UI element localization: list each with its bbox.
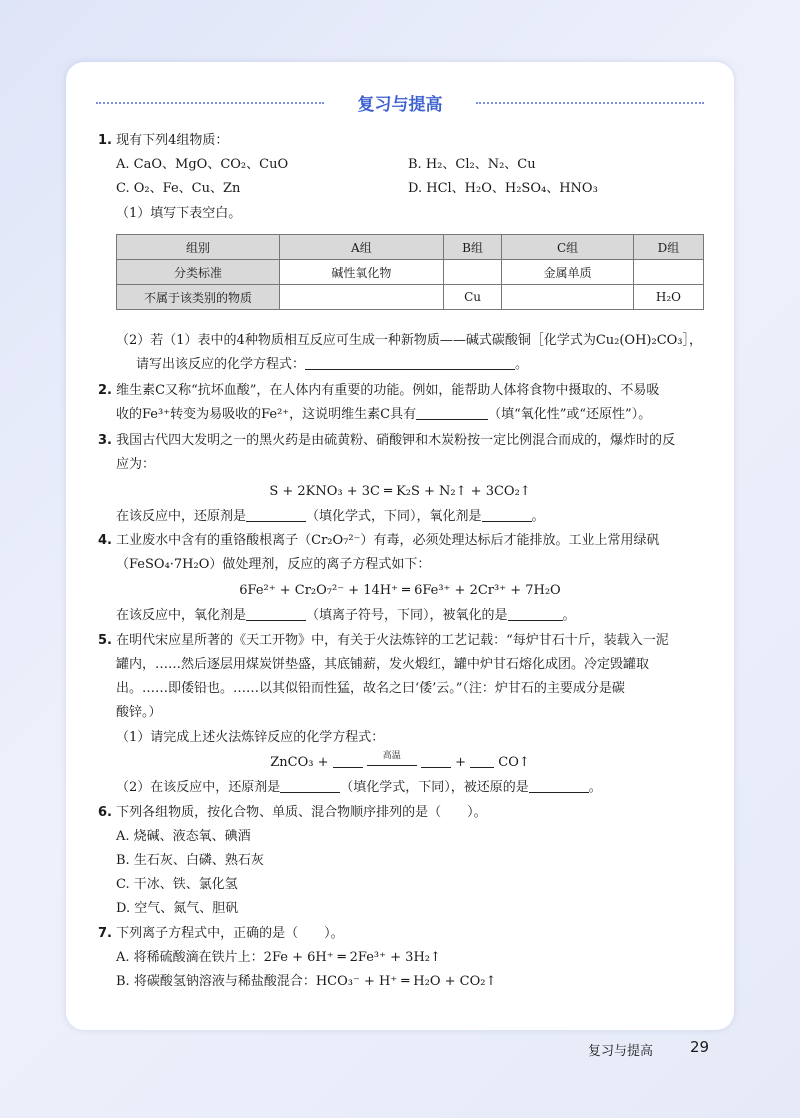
q1-sub2-line1: （2）若（1）表中的4种物质相互反应可生成一种新物质——碱式碳酸铜［化学式为Cu₂(OH)₂CO₃］， (116, 333, 703, 348)
question-text: 我国古代四大发明之一的黑火药是由硫黄粉、硝酸钾和木炭粉按一定比例混合而成的，爆炸时的反 (116, 433, 676, 448)
table-cell: 不属于该类别的物质 (117, 285, 280, 310)
question-5-line4: 酸锌。） (116, 705, 162, 720)
q7-option-a[interactable] (116, 949, 441, 967)
answer-blank[interactable] (529, 780, 589, 793)
table-header-cell: A组 (280, 235, 444, 260)
q1-option-c (116, 180, 240, 198)
answer-blank[interactable] (482, 509, 532, 522)
equation-left: ZnCO₃ + (270, 755, 329, 770)
answer-blank[interactable] (421, 755, 451, 768)
question-3-answer (116, 508, 545, 526)
table-cell-blank[interactable] (280, 285, 444, 310)
option-text: H₂、Cl₂、N₂、Cu (425, 157, 536, 172)
question-number: 2. (98, 383, 112, 398)
prompt-text: （填化学式，下同），被还原的是 (340, 780, 529, 795)
option-label: D. (116, 901, 131, 916)
option-label: B. (408, 157, 422, 172)
q6-option-d[interactable] (116, 900, 238, 918)
classification-table (116, 234, 704, 310)
option-label: B. (116, 974, 130, 989)
option-text: HCl、H₂O、H₂SO₄、HNO₃ (426, 181, 598, 196)
prompt-text: 在该反应中，氧化剂是 (116, 608, 247, 623)
q6-option-c[interactable] (116, 876, 238, 894)
option-text: 干冰、铁、氯化氢 (133, 877, 238, 892)
table-row (117, 260, 704, 285)
answer-blank[interactable] (416, 407, 488, 420)
question-7-stem (98, 925, 344, 943)
question-number: 6. (98, 805, 112, 820)
equation-dichromate: 6Fe²⁺ + Cr₂O₇²⁻ + 14H⁺ ═ 6Fe³⁺ + 2Cr³⁺ + 7H₂O (239, 583, 561, 598)
table-cell: 金属单质 (502, 260, 634, 285)
option-label: C. (116, 877, 130, 892)
table-cell-blank[interactable] (443, 260, 502, 285)
q1-option-d (408, 180, 598, 198)
section-header (96, 92, 704, 114)
answer-blank[interactable] (470, 755, 494, 768)
table-header-row (117, 235, 704, 260)
option-text: 空气、氮气、胆矾 (134, 901, 239, 916)
question-4-answer (116, 607, 576, 625)
punctuation: 。 (562, 608, 576, 623)
question-1-stem (98, 132, 228, 150)
table-cell: Cu (443, 285, 502, 310)
question-2-line1 (98, 382, 659, 400)
option-label: B. (116, 853, 130, 868)
option-text: O₂、Fe、Cu、Zn (133, 181, 241, 196)
question-text: 下列离子方程式中，正确的是（ ）。 (116, 926, 344, 941)
answer-blank[interactable] (333, 755, 363, 768)
punctuation: 。 (515, 357, 529, 372)
q1-sub1: （1）填写下表空白。 (116, 206, 242, 221)
option-label: D. (408, 181, 423, 196)
section-title: 复习与提高 (357, 95, 443, 115)
table-header-cell: B组 (443, 235, 502, 260)
table-header-cell: D组 (633, 235, 703, 260)
question-text: 收的Fe³⁺转变为易吸收的Fe²⁺，这说明维生素C具有 (116, 407, 417, 422)
q7-option-b[interactable] (116, 973, 496, 991)
question-text: 工业废水中含有的重铬酸根离子（Cr₂O₇²⁻）有毒，必须处理达标后才能排放。工业上常用绿矾 (116, 533, 660, 548)
prompt-text: 在该反应中，还原剂是 (116, 509, 247, 524)
table-row (117, 285, 704, 310)
q6-option-b[interactable] (116, 852, 264, 870)
option-text: 将碳酸氢钠溶液与稀盐酸混合：HCO₃⁻ + H⁺ ═ H₂O + CO₂↑ (133, 974, 497, 989)
question-text: 在明代宋应星所著的《天工开物》中，有关于火法炼锌的工艺记载：“每炉甘石十斤，装载入一泥 (116, 633, 669, 648)
table-cell: 碱性氧化物 (280, 260, 444, 285)
answer-blank[interactable] (246, 509, 306, 522)
reaction-arrow (367, 751, 417, 766)
question-number: 1. (98, 133, 112, 148)
prompt-text: 请写出该反应的化学方程式： (136, 357, 306, 372)
header-rule-right (476, 102, 704, 104)
question-5-line3: 出。……即倭铅也。……以其似铅而性猛，故名之曰‘倭’云。”（注：炉甘石的主要成分是碳 (116, 681, 625, 696)
table-cell-blank[interactable] (633, 260, 703, 285)
question-3-line1 (98, 432, 675, 450)
question-5-line1 (98, 632, 669, 650)
equation-zinc-smelting (66, 751, 734, 772)
punctuation: 。 (588, 780, 602, 795)
q6-option-a[interactable] (116, 828, 251, 846)
question-number: 5. (98, 633, 112, 648)
footer-section-label: 复习与提高 (588, 1044, 654, 1059)
question-text: 下列各组物质，按化合物、单质、混合物顺序排列的是（ ）。 (116, 805, 487, 820)
page-number: 29 (690, 1038, 710, 1056)
equation-right: CO↑ (498, 755, 530, 770)
option-label: C. (116, 181, 130, 196)
option-text: CaO、MgO、CO₂、CuO (133, 157, 289, 172)
prompt-text: （填化学式，下同），氧化剂是 (306, 509, 482, 524)
equation-gunpowder: S + 2KNO₃ + 3C ═ K₂S + N₂↑ + 3CO₂↑ (269, 484, 531, 499)
question-text: 现有下列4组物质： (116, 133, 229, 148)
option-text: 烧碱、液态氧、碘酒 (133, 829, 251, 844)
table-header-cell: 组别 (117, 235, 280, 260)
condition-label: 高温 (382, 751, 401, 761)
option-label: A. (116, 157, 130, 172)
question-3-line2: 应为： (116, 457, 156, 472)
option-text: 将稀硫酸滴在铁片上：2Fe + 6H⁺ ═ 2Fe³⁺ + 3H₂↑ (133, 950, 441, 965)
answer-blank[interactable] (280, 780, 340, 793)
question-number: 3. (98, 433, 112, 448)
question-text: 维生素C又称“抗坏血酸”，在人体内有重要的功能。例如，能帮助人体将食物中摄取的、不易吸 (116, 383, 660, 398)
question-6-stem (98, 804, 487, 822)
table-cell-blank[interactable] (502, 285, 634, 310)
q1-option-b (408, 156, 536, 174)
punctuation: 。 (531, 509, 545, 524)
question-5-line2: 罐内，……然后逐层用煤炭饼垫盛，其底铺薪，发火煅红，罐中炉甘石熔化成团。冷定毁罐取 (116, 657, 650, 672)
answer-blank[interactable] (508, 608, 563, 621)
question-4-line1 (98, 532, 659, 550)
question-number: 4. (98, 533, 112, 548)
prompt-text: （2）在该反应中，还原剂是 (116, 780, 281, 795)
option-label: A. (116, 829, 130, 844)
table-header-cell: C组 (502, 235, 634, 260)
q1-option-a (116, 156, 288, 174)
question-4-line2: （FeSO₄·7H₂O）做处理剂，反应的离子方程式如下： (116, 557, 431, 572)
q1-sub2-line2 (136, 356, 528, 374)
option-label: A. (116, 950, 130, 965)
table-cell: H₂O (633, 285, 703, 310)
table-cell: 分类标准 (117, 260, 280, 285)
answer-blank[interactable] (305, 357, 515, 370)
option-text: 生石灰、白磷、熟石灰 (133, 853, 264, 868)
answer-blank[interactable] (246, 608, 306, 621)
question-5-sub1: （1）请完成上述火法炼锌反应的化学方程式： (116, 730, 385, 745)
question-2-line2 (116, 406, 651, 424)
question-text: （填“氧化性”或“还原性”）。 (488, 407, 652, 422)
equation-plus: + (455, 755, 466, 770)
exercise-card (66, 62, 734, 1030)
prompt-text: （填离子符号，下同），被氧化的是 (306, 608, 508, 623)
question-5-sub2 (116, 779, 602, 797)
question-number: 7. (98, 926, 112, 941)
